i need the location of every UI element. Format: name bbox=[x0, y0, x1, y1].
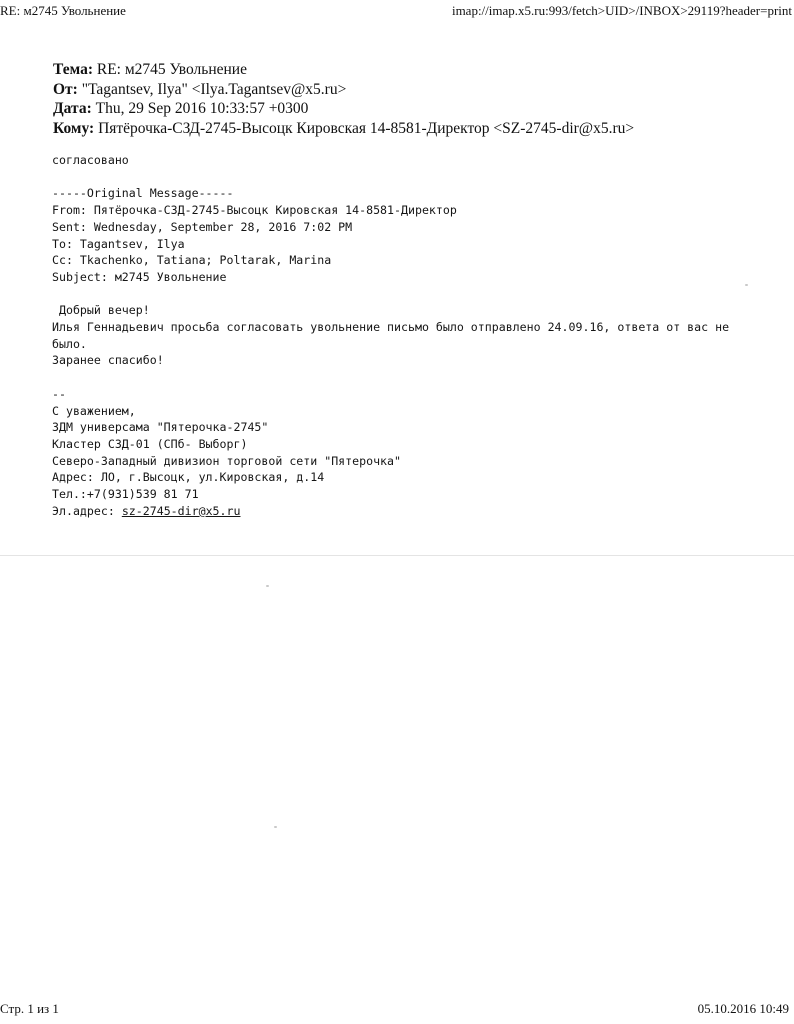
to-value: Пятёрочка-СЗД-2745-Высоцк Кировская 14-8581-Директор <SZ-2745-dir@x5.ru> bbox=[98, 119, 635, 137]
thanks-line: Заранее спасибо! bbox=[52, 353, 164, 368]
original-sent: Sent: Wednesday, September 28, 2016 7:02 PM bbox=[52, 219, 353, 234]
signature-email-link[interactable]: sz-2745-dir@x5.ru bbox=[121, 503, 241, 518]
greeting-line: Добрый вечер! bbox=[52, 303, 150, 318]
message-headers bbox=[53, 60, 634, 138]
reply-text: согласовано bbox=[52, 153, 129, 167]
signature-email-label: Эл.адрес: bbox=[52, 503, 122, 518]
scan-speck bbox=[266, 585, 269, 587]
subject-label: Тема: bbox=[53, 61, 93, 78]
signature-email-line bbox=[52, 503, 729, 520]
from-value: "Tagantsev, Ilya" <Ilya.Tagantsev@x5.ru> bbox=[81, 80, 347, 98]
request-line: Илья Геннадьевич просьба согласовать увольнение письмо было отправлено 24.09.16, ответа от вас не bbox=[52, 320, 730, 334]
signature-position: ЗДМ универсама "Пятерочка-2745" bbox=[52, 420, 269, 435]
date-label: Дата: bbox=[53, 100, 92, 117]
subject-row bbox=[53, 60, 634, 80]
to-label: Кому: bbox=[53, 119, 95, 137]
blank-line bbox=[52, 286, 729, 303]
blank-line bbox=[52, 169, 729, 186]
subject-value: RE: м2745 Увольнение bbox=[96, 61, 247, 78]
date-row bbox=[53, 99, 634, 119]
scan-artifact-line bbox=[0, 555, 794, 556]
blank-line bbox=[52, 369, 729, 386]
original-to: To: Tagantsev, Ilya bbox=[52, 236, 185, 251]
original-subject: Subject: м2745 Увольнение bbox=[52, 269, 227, 284]
print-header-title: RE: м2745 Увольнение bbox=[0, 3, 126, 18]
to-row bbox=[53, 119, 634, 139]
print-footer-datetime: 05.10.2016 10:49 bbox=[697, 1001, 789, 1016]
message-body bbox=[52, 152, 729, 519]
signature-phone: Тел.:+7(931)539 81 71 bbox=[52, 487, 199, 502]
date-value: Thu, 29 Sep 2016 10:33:57 +0300 bbox=[95, 100, 309, 117]
from-row bbox=[53, 80, 634, 100]
print-header-url: imap://imap.x5.ru:993/fetch>UID>/INBOX>29119?header=print bbox=[451, 3, 792, 18]
original-message-separator: -----Original Message----- bbox=[52, 186, 234, 201]
scan-speck bbox=[274, 826, 277, 828]
scan-speck bbox=[745, 284, 748, 286]
signature-delimiter: -- bbox=[52, 386, 66, 401]
request-line-end: было. bbox=[52, 336, 87, 351]
original-cc: Cc: Tkachenko, Tatiana; Poltarak, Marina bbox=[52, 253, 332, 268]
signature-regards: С уважением, bbox=[52, 403, 136, 418]
signature-cluster: Кластер СЗД-01 (СПб- Выборг) bbox=[52, 436, 248, 451]
original-from: From: Пятёрочка-СЗД-2745-Высоцк Кировская 14-8581-Директор bbox=[52, 203, 457, 218]
signature-address: Адрес: ЛО, г.Высоцк, ул.Кировская, д.14 bbox=[52, 470, 325, 485]
signature-division: Северо-Западный дивизион торговой сети "Пятерочка" bbox=[52, 453, 402, 468]
from-label: От: bbox=[53, 80, 78, 98]
print-footer-page: Стр. 1 из 1 bbox=[0, 1001, 59, 1016]
